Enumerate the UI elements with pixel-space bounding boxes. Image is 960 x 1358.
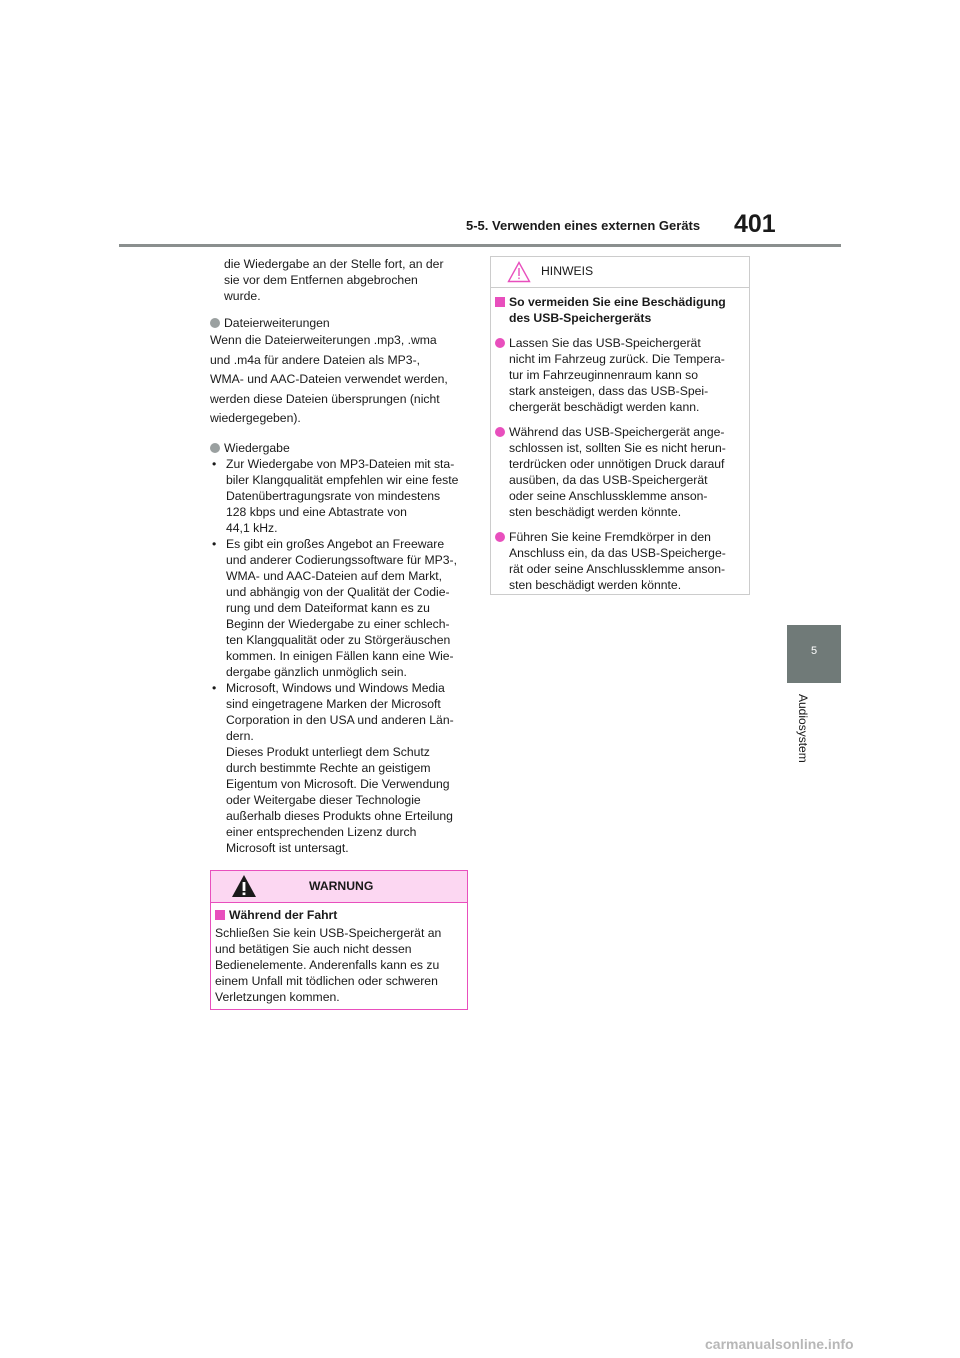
bullet-dot-icon <box>495 338 505 348</box>
list-item: Lassen Sie das USB-Speichergerät nicht im Fahrzeug zurück. Die Tempera- tur im Fahrzeuginnenraum kann so stark ansteigen, dass das USB-Spei- chergerät beschädigt werden kann. <box>495 335 745 415</box>
list-item: Während das USB-Speichergerät ange- schlossen ist, sollten Sie es nicht herun- terdrücken oder unnötigen Druck darauf ausüben, da das USB-Speichergerät oder seine Anschlussklemme anson- sten beschädigt werden könnte. <box>495 424 745 520</box>
chapter-number: 5 <box>810 645 818 657</box>
warning-header <box>211 871 467 903</box>
header-rule <box>119 244 841 247</box>
square-bullet-icon <box>215 910 225 920</box>
warning-title: WARNUNG <box>309 879 374 893</box>
list-item: • Es gibt ein großes Angebot an Freeware und anderer Codierungssoftware für MP3-, WMA- und AAC-Dateien auf dem Markt, und abhängig von der Qualität der Codie- rung und dem Dateiformat kann es zu Beginn der Wiedergabe zu einer schlech- ten Klangqualität oder zu Störgeräuschen kommen. In einigen Fällen kann eine Wie- dergabe gänzlich unmöglich sein. <box>212 536 458 679</box>
chapter-tab[interactable] <box>787 625 841 683</box>
caution-outline-icon <box>507 261 531 283</box>
file-extensions-section: Dateierweiterungen Wenn die Dateierweiterungen .mp3, .wma und .m4a für andere Dateien als MP3-, WMA- und AAC-Dateien verwendet werden, werden diese Dateien übersprungen (nicht wiedergegeben). <box>210 316 448 426</box>
warning-box <box>210 870 468 1010</box>
note-body <box>491 288 749 593</box>
playback-heading: Wiedergabe <box>224 440 290 455</box>
warning-body: Während der Fahrt Schließen Sie kein USB-Speichergerät an und betätigen Sie auch nicht dessen Bedienelemente. Anderenfalls kann es zu einem Unfall mit tödlichen oder schweren Verletzungen kommen. <box>215 908 442 1004</box>
warning-triangle-icon <box>231 874 257 898</box>
warning-subheading: Während der Fahrt <box>229 908 338 922</box>
bullet-dot-icon <box>495 427 505 437</box>
page-number: 401 <box>734 210 776 238</box>
list-item: • Zur Wiedergabe von MP3-Dateien mit sta- biler Klangqualität empfehlen wir eine feste Datenübertragungsrate von mindestens 128 kbps und eine Abtastrate von 44,1 kHz. <box>212 456 459 535</box>
file-extensions-heading: Dateierweiterungen <box>224 316 330 330</box>
watermark: carmanualsonline.info <box>705 1336 854 1352</box>
square-bullet-icon <box>495 297 505 307</box>
note-subheading: So vermeiden Sie eine Beschädigung des USB-Speichergeräts <box>509 295 726 325</box>
note-box <box>490 256 750 595</box>
playback-section <box>210 440 470 856</box>
continued-paragraph: die Wiedergabe an der Stelle fort, an der sie vor dem Entfernen abgebrochen wurde. <box>224 257 444 303</box>
note-title: HINWEIS <box>541 264 594 278</box>
note-header <box>491 257 749 288</box>
bullet-dot-icon <box>495 532 505 542</box>
bullet-dot-icon <box>210 318 220 328</box>
list-item: • Microsoft, Windows und Windows Media sind eingetragene Marken der Microsoft Corporation in den USA und anderen Län- dern. Dieses Produkt unterliegt dem Schutz durch bestimmte Rechte an geistigem Eigentum von Microsoft. Die Verwendung oder Weitergabe dieser Technologie außerhalb dieses Produkts ohne Erteilung einer entsprechenden Lizenz durch Microsoft ist untersagt. <box>212 680 454 855</box>
bullet-dot-icon <box>210 443 220 453</box>
section-title: 5-5. Verwenden eines externen Geräts <box>466 218 701 233</box>
left-column <box>210 256 470 856</box>
chapter-label: Audiosystem <box>796 694 810 763</box>
list-item: Führen Sie keine Fremdkörper in den Anschluss ein, da das USB-Speicherge- rät oder seine Anschlussklemme anson- sten beschädigt werden könnte. <box>495 529 745 593</box>
